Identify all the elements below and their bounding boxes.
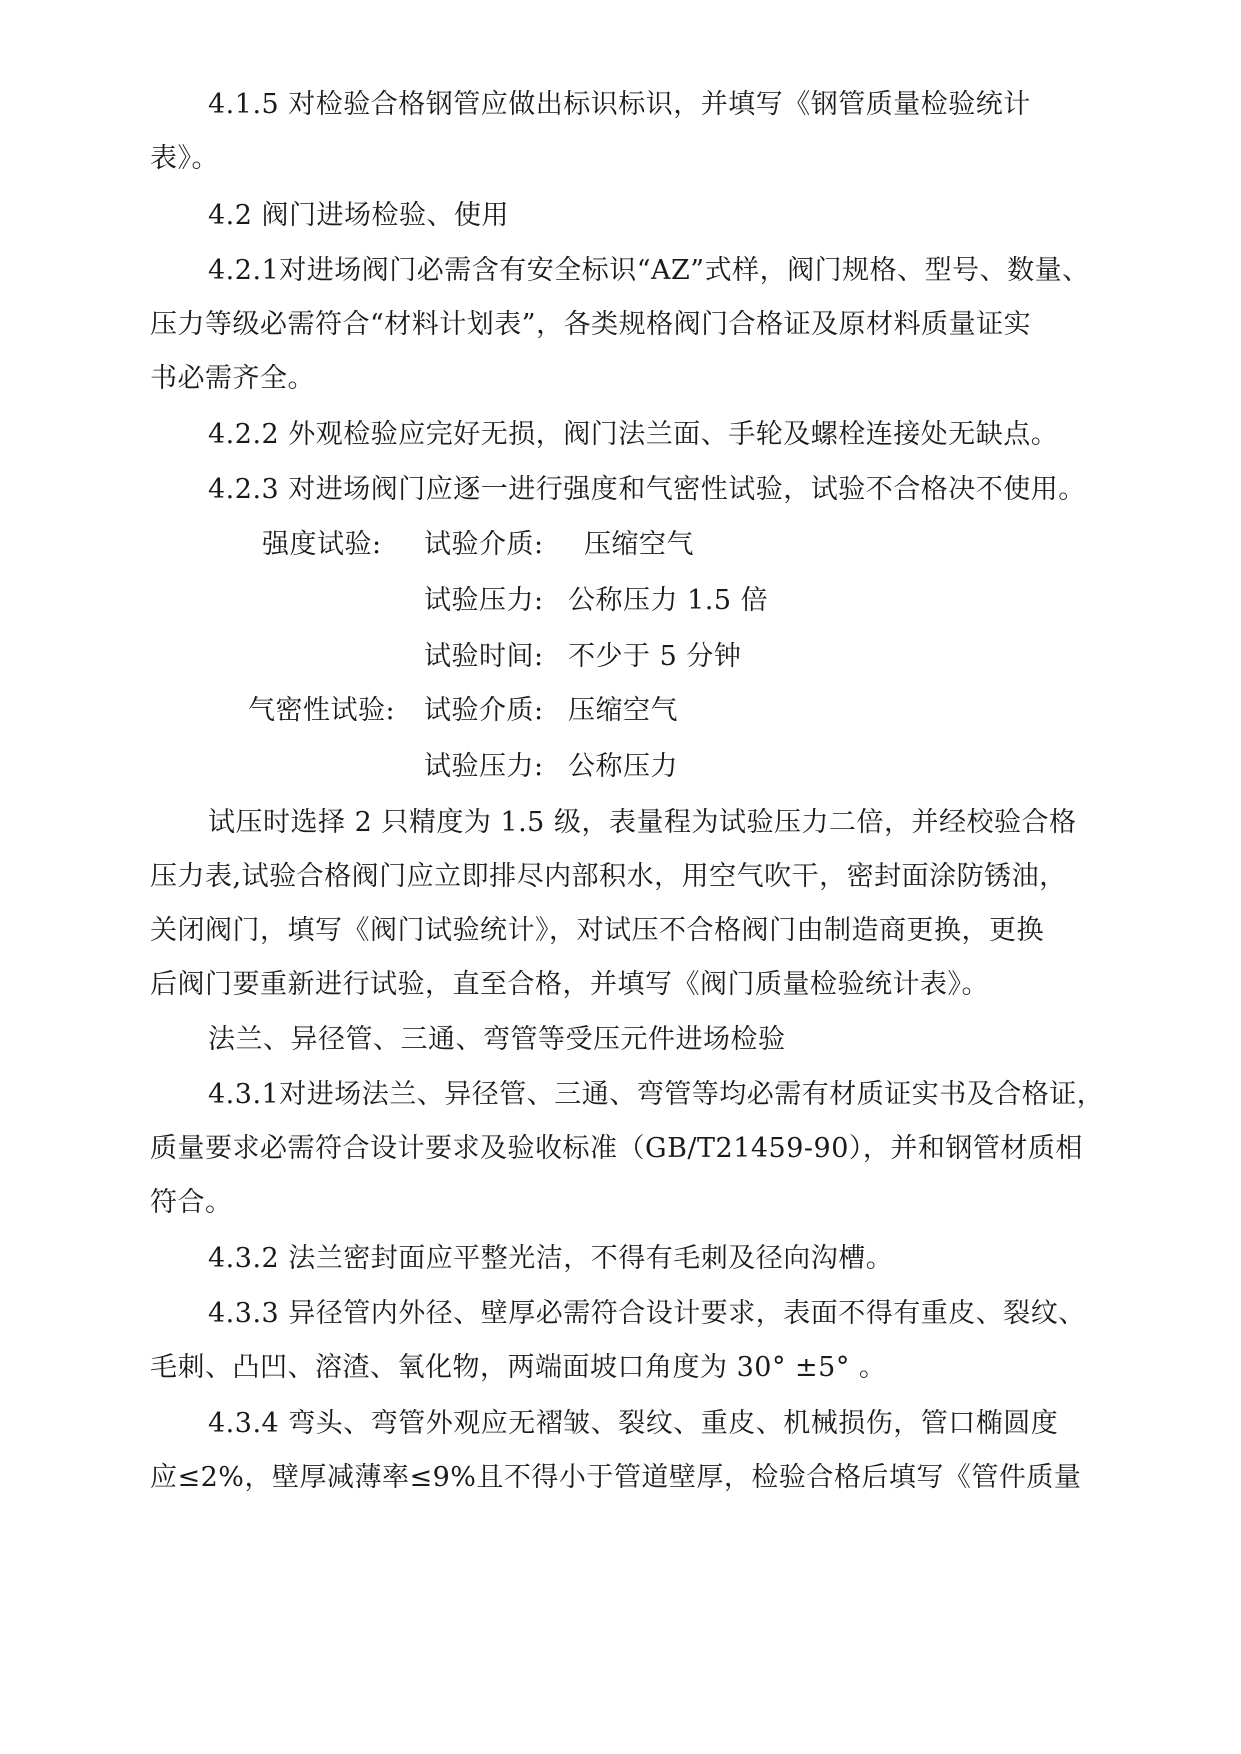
para-4-1-5-line-1: 4.1.5 对检验合格钢管应做出标识标识，并填写《钢管质量检验统计 [208,89,1031,120]
para-4-3-2: 4.3.2 法兰密封面应平整光洁，不得有毛刺及径向沟槽。 [208,1243,894,1274]
para-4-3-3-line-2: 毛刺、凸凹、溶渣、氧化物，两端面坡口角度为 30° ±5° 。 [150,1352,887,1383]
para-4-2-1-line-2: 压力等级必需符合“材料计划表”，各类规格阀门合格证及原材料质量证实 [150,309,1032,340]
para-4-3-4-line-2: 应≤2%，壁厚减薄率≤9%且不得小于管道壁厚，检验合格后填写《管件质量 [150,1462,1082,1493]
para-4-2-2: 4.2.2 外观检验应完好无损，阀门法兰面、手轮及螺栓连接处无缺点。 [208,419,1059,450]
strength-time-value: 不少于 5 分钟 [568,641,742,672]
airtight-test-label: 气密性试验: [248,695,396,726]
airtight-pressure-value: 公称压力 [568,751,678,782]
para-4-3-1-line-1: 4.3.1对进场法兰、异径管、三通、弯管等均必需有材质证实书及合格证， [208,1079,1105,1110]
gauge-para-line-2: 压力表,试验合格阀门应立即排尽内部积水，用空气吹干，密封面涂防锈油， [150,861,1067,892]
para-4-2-3: 4.2.3 对进场阀门应逐一进行强度和气密性试验，试验不合格决不使用。 [208,474,1086,505]
gauge-para-line-4: 后阀门要重新进行试验，直至合格，并填写《阀门质量检验统计表》。 [150,969,989,1000]
para-4-3-4-line-1: 4.3.4 弯头、弯管外观应无褶皱、裂纹、重皮、机械损伤，管口椭圆度 [208,1408,1059,1439]
airtight-pressure-label: 试验压力: [424,751,544,782]
strength-medium-value: 压缩空气 [584,529,694,560]
gauge-para-line-1: 试压时选择 2 只精度为 1.5 级，表量程为试验压力二倍，并经校验合格 [208,807,1077,838]
strength-pressure-label: 试验压力: [424,585,544,616]
para-4-2-1-line-1: 4.2.1对进场阀门必需含有安全标识“AZ”式样，阀门规格、型号、数量、 [208,255,1090,286]
airtight-medium-label: 试验介质: [424,695,544,726]
strength-time-label: 试验时间: [424,641,544,672]
para-4-1-5-line-2: 表》。 [150,143,219,174]
para-4-3-3-line-1: 4.3.3 异径管内外径、壁厚必需符合设计要求，表面不得有重皮、裂纹、 [208,1298,1086,1329]
strength-test-label: 强度试验: [262,529,382,560]
para-4-3-1-line-2: 质量要求必需符合设计要求及验收标准（GB/T21459-90），并和钢管材质相 [150,1133,1083,1164]
strength-medium-label: 试验介质: [424,529,544,560]
strength-pressure-value: 公称压力 1.5 倍 [568,585,769,616]
para-4-2-1-line-3: 书必需齐全。 [150,363,315,394]
gauge-para-line-3: 关闭阀门，填写《阀门试验统计》，对试压不合格阀门由制造商更换，更换 [150,915,1044,946]
heading-4-3: 法兰、异径管、三通、弯管等受压元件进场检验 [208,1024,786,1055]
airtight-medium-value: 压缩空气 [568,695,678,726]
para-4-3-1-line-3: 符合。 [150,1187,233,1218]
heading-4-2: 4.2 阀门进场检验、使用 [208,200,510,231]
